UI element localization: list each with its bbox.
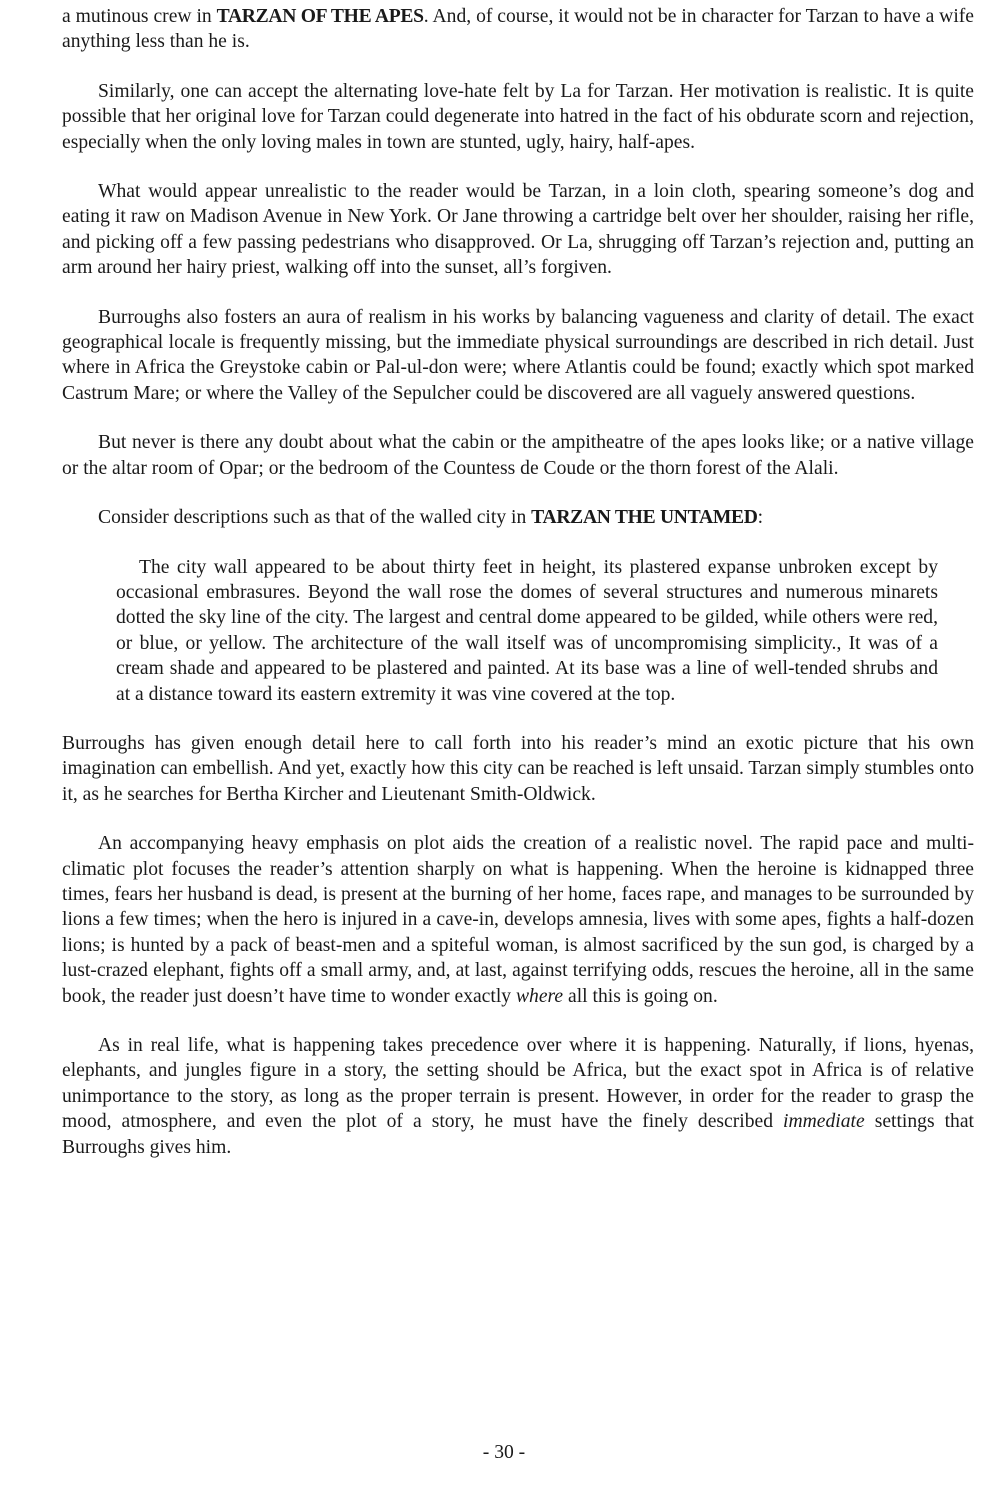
paragraph (62, 1033, 974, 1160)
block-quote: The city wall appeared to be about thirty feet in height, its plastered expanse unbroken except by occasional embrasures. Beyond the wall rose the domes of several structures and numerous minarets dotted the sky line of the city. The largest and central dome appeared to be gilded, while others were red, or blue, or yellow. The architecture of the wall itself was of uncompromising simplicity., It was of a cream shade and appeared to be plastered and painted. At its base was a line of well-tended shrubs and at a distance toward its eastern extremity it was vine covered at the top. (116, 556, 938, 705)
book-title: TARZAN OF THE APES (216, 6, 424, 27)
page-number: - 30 - (482, 1442, 526, 1463)
text-run: What would appear unrealistic to the reader would be Tarzan, in a loin cloth, spearing someone’s dog and eating it raw on Madison Avenue in New York. Or Jane throwing a cartridge belt over her shoulder, raising her rifle, and picking off a few passing pedestrians who disapproved. Or La, shrugging off Tarzan’s rejection and, putting an arm around her hairy priest, walking off into the sunset, all’s forgiven. (62, 181, 974, 279)
text-run: . And, of course, it would not be in character for Tarzan to have a wife anything less than he is. (62, 6, 975, 53)
paragraph (62, 79, 974, 155)
text-run: settings that Burroughs gives him. (62, 1111, 974, 1158)
paragraph (62, 831, 974, 1009)
emphasis: immediate (783, 1111, 865, 1133)
text-run: An accompanying heavy emphasis on plot aids the creation of a realistic novel. The rapid pace and multi-climatic plot focuses the reader’s attention sharply on what is happening. When the heroine is kidnapped three times, fears her husband is dead, is present at the burning of her home, faces rape, and manages to be surrounded by lions a few times; when the hero is injured in a cave-in, develops amnesia, lives with some apes, fights a half-dozen lions; is hunted by a pack of beast-men and a spiteful woman, is almost sacrificed by the sun god, is charged by a lust-crazed elephant, fights off a small army, and, at last, against terrifying odds, rescues the heroine, all in the same book, the reader just doesn’t have time to wonder exactly (62, 833, 974, 1007)
paragraph (62, 305, 974, 407)
text-run: Burroughs has given enough detail here to call forth into his reader’s mind an exotic picture that his own imagination can embellish. And yet, exactly how this city can be reached is left unsaid. Tarzan simply stumbles onto it, as he searches for Bertha Kircher and Lieutenant Smith-Oldwick. (62, 732, 974, 805)
text-run: a mutinous crew in (62, 6, 217, 27)
book-title: TARZAN THE UNTAMED (531, 507, 758, 529)
text-run: But never is there any doubt about what the cabin or the ampitheatre of the apes looks like; or a native village or the altar room of Opar; or the bedroom of the Countess de Coude or the thorn forest of the Alali. (62, 432, 974, 479)
paragraph (62, 430, 974, 481)
emphasis: where (515, 985, 564, 1007)
document-page (62, 4, 974, 1184)
text-run: As in real life, what is happening takes precedence over where it is happening. Naturally, if lions, hyenas, elephants, and jungles figure in a story, the setting should be Africa, but the exact spot in Africa is of relative unimportance to the story, as long as the proper terrain is present. However, in order for the reader to grasp the mood, atmosphere, and even the plot of a story, he must have the finely described (62, 1035, 974, 1133)
text-run: : (757, 507, 764, 529)
paragraph (62, 179, 974, 281)
text-run: Consider descriptions such as that of the walled city in (98, 507, 532, 529)
body-text-after-quote (62, 731, 974, 1160)
paragraph (62, 4, 974, 55)
paragraph (62, 731, 974, 807)
paragraph (62, 505, 974, 530)
text-run: all this is going on. (563, 985, 718, 1007)
body-text-before-quote (62, 4, 974, 531)
text-run: Similarly, one can accept the alternating love-hate felt by La for Tarzan. Her motivation is realistic. It is quite possible that her original love for Tarzan could degenerate into hatred in the fact of his obdurate scorn and rejection, especially when the only loving males in town are stunted, ugly, hairy, half-apes. (62, 80, 974, 153)
text-run: Burroughs also fosters an aura of realism in his works by balancing vagueness and clarity of detail. The exact geographical locale is frequently missing, but the immediate physical surroundings are described in rich detail. Just where in Africa the Greystoke cabin or Pal-ul-don were; where Atlantis could be found; exactly which spot marked Castrum Mare; or where the Valley of the Sepulcher could be discovered are all vaguely answered questions. (62, 306, 974, 404)
